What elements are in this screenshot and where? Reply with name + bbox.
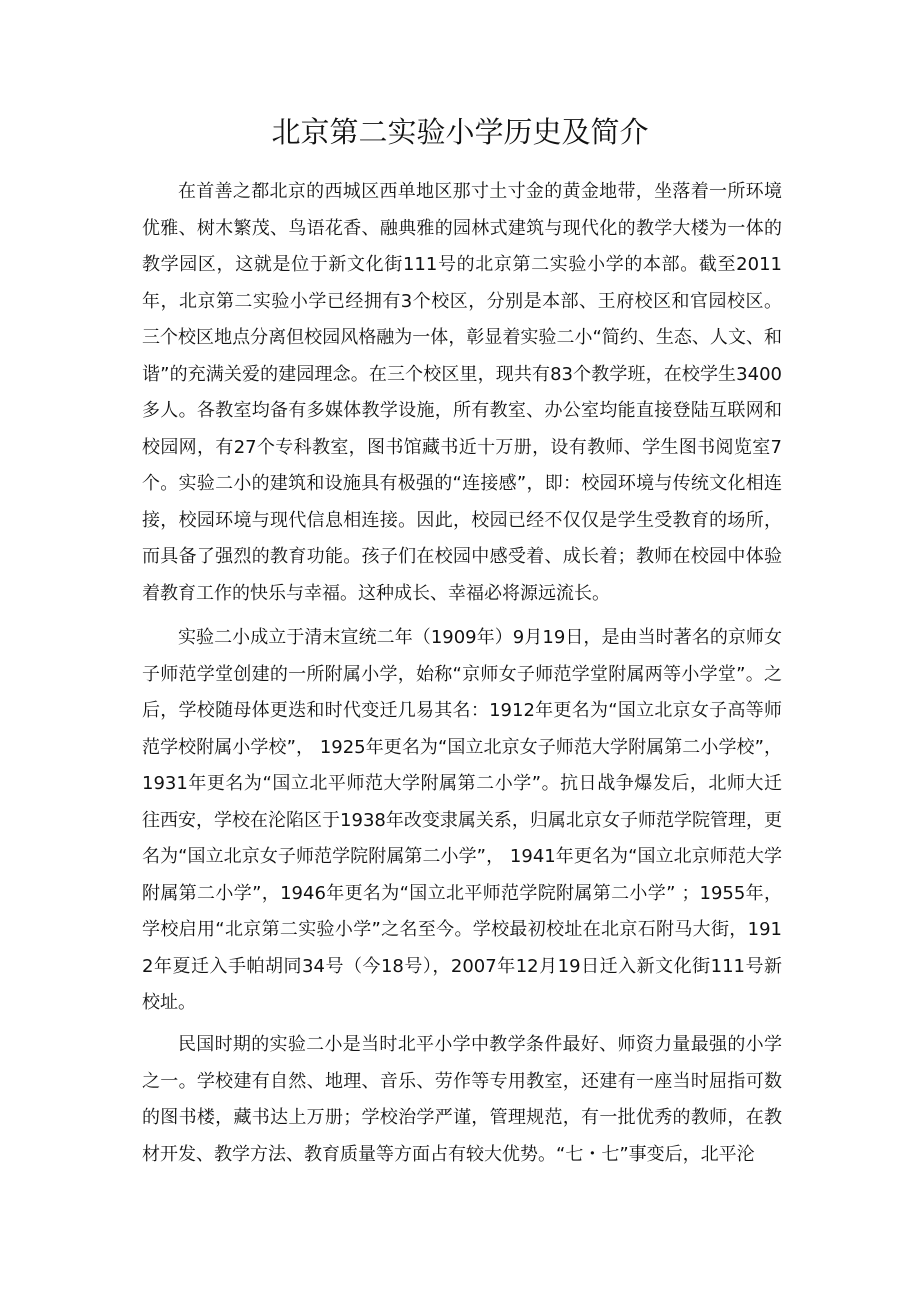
paragraph-campus-intro: 在首善之都北京的西城区西单地区那寸土寸金的黄金地带，坐落着一所环境优雅、树木繁茂、鸟语花香、融典雅的园林式建筑与现代化的教学大楼为一体的教学园区，这就是位于新文化街111号的北京第二实验小学的本部。截至2011年，北京第二实验小学已经拥有3个校区，分别是本部、王府校区和官园校区。三个校区地点分离但校园风格融为一体，彰显着实验二小“简约、生态、人文、和谐”的充满关爱的建园理念。在三个校区里，现共有83个教学班，在校学生3400多人。各教室均备有多媒体教学设施，所有教室、办公室均能直接登陆互联网和校园网，有27个专科教室，图书馆藏书近十万册，设有教师、学生图书阅览室7个。实验二小的建筑和设施具有极强的“连接感”，即：校园环境与传统文化相连接，校园环境与现代信息相连接。因此，校园已经不仅仅是学生受教育的场所，而具备了强烈的教育功能。孩子们在校园中感受着、成长着；教师在校园中体验着教育工作的快乐与幸福。这种成长、幸福必将源远流长。 — [142, 181, 782, 604]
paragraph-school-history: 实验二小成立于清末宣统二年（1909年）9月19日，是由当时著名的京师女子师范学堂创建的一所附属小学，始称“京师女子师范学堂附属两等小学堂”。之后，学校随母体更迭和时代变迁几易其名：1912年更名为“国立北京女子高等师范学校附属小学校”， 1925年更名为“国立北京女子师范大学附属第二小学校”， 1931年更名为“国立北平师范大学附属第二小学”。抗日战争爆发后，北师大迁往西安，学校在沦陷区于1938年改变隶属关系，归属北京女子师范学院管理，更名为“国立北京女子师范学院附属第二小学”， 1941年更名为“国立北京师范大学附属第二小学”，1946年更名为“国立北平师范学院附属第二小学” ；1955年，学校启用“北京第二实验小学”之名至今。学校最初校址在北京石附马大街，1912年夏迁入手帕胡同34号（今18号），2007年12月19日迁入新文化街111号新校址。 — [142, 627, 782, 1013]
page-title: 北京第二实验小学历史及简介 — [271, 115, 649, 149]
paragraph-republic-era: 民国时期的实验二小是当时北平小学中教学条件最好、师资力量最强的小学之一。学校建有自然、地理、音乐、劳作等专用教室，还建有一座当时屈指可数的图书楼，藏书达上万册；学校治学严谨，管理规范，有一批优秀的教师，在教材开发、教学方法、教育质量等方面占有较大优势。“七・七”事变后，北平沦 — [142, 1034, 782, 1165]
